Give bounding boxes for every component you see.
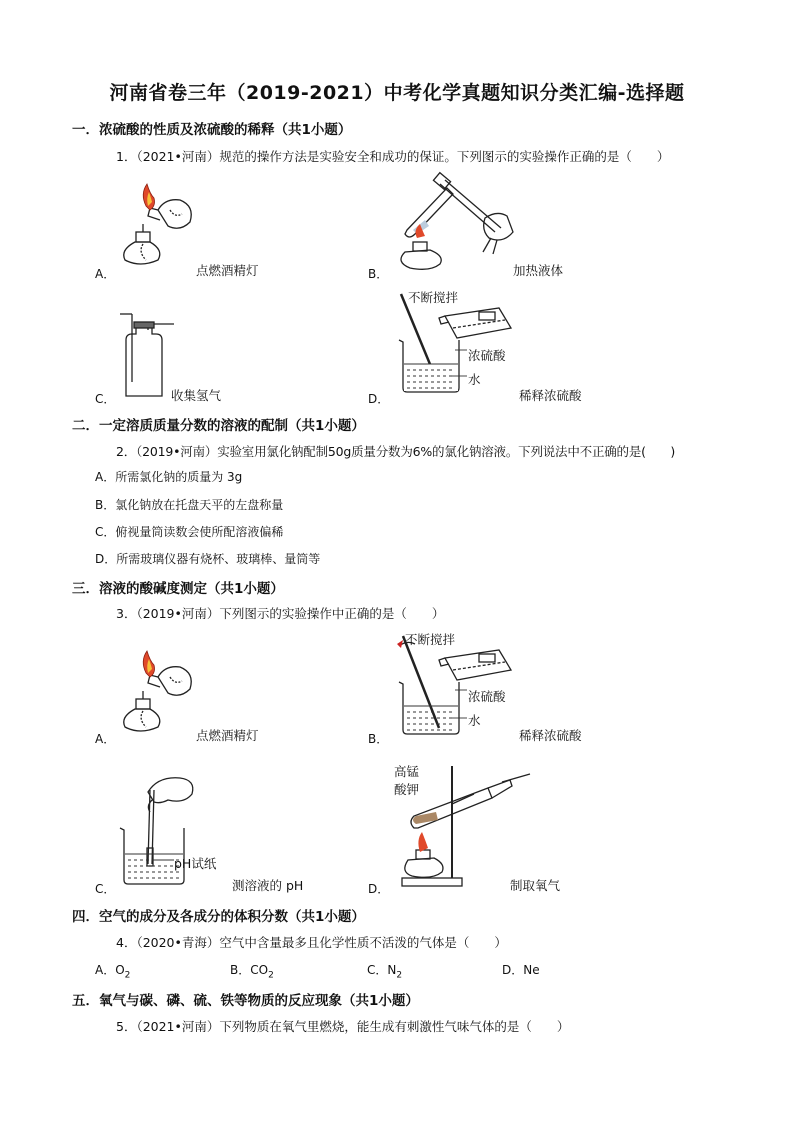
q3-b-label-water: 水 xyxy=(468,713,481,728)
q1-d-label-water: 水 xyxy=(468,372,481,387)
q4-option-c-letter: C． xyxy=(367,963,388,977)
question-2-stem: 2．（2019•河南）实验室用氯化钠配制50g质量分数为6%的氯化钠溶液。下列说法中不正确的是( ) xyxy=(116,444,676,459)
q1-b-figure xyxy=(385,172,515,272)
q4-option-c-subscript: 2 xyxy=(396,970,403,981)
section-1-heading: 一．浓硫酸的性质及浓硫酸的稀释（共1小题） xyxy=(72,122,352,138)
question-4-stem: 4．（2020•青海）空气中含量最多且化学性质不活泼的气体是（ ） xyxy=(116,935,507,950)
q4-option-a-letter: A． xyxy=(95,963,116,977)
question-1-stem: 1．（2021•河南）规范的操作方法是实验安全和成功的保证。下列图示的实验操作正确的是（ ） xyxy=(116,149,670,164)
q4-option-c-formula: N xyxy=(387,963,397,977)
q3-option-b-caption: 稀释浓硫酸 xyxy=(519,728,582,743)
q1-a-figure xyxy=(110,180,210,270)
q3-c-label-paper: pH试纸 xyxy=(174,856,217,871)
q1-option-a-letter: A． xyxy=(95,267,116,281)
q1-option-d-caption: 稀释浓硫酸 xyxy=(519,388,582,403)
q2-option-d: D．所需玻璃仪器有烧杯、玻璃棒、量筒等 xyxy=(95,552,321,566)
q4-option-d-letter: D． xyxy=(502,963,524,977)
section-2-heading: 二．一定溶质质量分数的溶液的配制（共1小题） xyxy=(72,418,365,434)
q1-d-label-acid: 浓硫酸 xyxy=(468,348,506,363)
q1-option-d-letter: D． xyxy=(368,392,390,406)
q1-c-figure xyxy=(118,310,178,400)
q1-option-c-caption: 收集氢气 xyxy=(171,388,222,403)
q4-option-c xyxy=(367,961,402,980)
q4-option-b-formula: CO xyxy=(250,963,269,977)
q3-b-label-stir: 不断搅拌 xyxy=(405,632,456,647)
q2-option-b: B．氯化钠放在托盘天平的左盘称量 xyxy=(95,498,284,512)
q3-option-a-caption: 点燃酒精灯 xyxy=(196,728,259,743)
q3-option-a-letter: A． xyxy=(95,732,116,746)
q1-d-label-stir: 不断搅拌 xyxy=(408,290,459,305)
q3-option-c-caption: 测溶液的 pH xyxy=(232,878,304,893)
q3-c-figure xyxy=(118,770,228,890)
section-4-heading: 四．空气的成分及各成分的体积分数（共1小题） xyxy=(72,909,365,925)
q3-option-c-letter: C． xyxy=(95,882,116,896)
question-5-stem: 5．（2021•河南）下列物质在氧气里燃烧，能生成有刺激性气味气体的是（ ） xyxy=(116,1019,570,1034)
q3-a-figure xyxy=(110,647,210,737)
q4-option-d-formula: Ne xyxy=(523,963,540,977)
q4-option-d xyxy=(502,961,540,978)
q3-option-b-letter: B． xyxy=(368,732,389,746)
q2-option-c: C．俯视量筒读数会使所配溶液偏稀 xyxy=(95,525,284,539)
q4-option-b xyxy=(230,961,274,980)
q2-option-a: A．所需氯化钠的质量为 3g xyxy=(95,470,243,484)
question-3-stem: 3．（2019•河南）下列图示的实验操作中正确的是（ ） xyxy=(116,606,445,621)
q4-option-a-subscript: 2 xyxy=(124,970,131,981)
q3-option-d-caption: 制取氧气 xyxy=(510,878,561,893)
q3-b-label-acid: 浓硫酸 xyxy=(468,689,506,704)
q1-option-a-caption: 点燃酒精灯 xyxy=(196,263,259,278)
q3-d-label-kmno4-line2: 酸钾 xyxy=(394,782,420,797)
page-title: 河南省卷三年（2019-2021）中考化学真题知识分类汇编-选择题 xyxy=(109,82,685,104)
section-5-heading: 五．氧气与碳、磷、硫、铁等物质的反应现象（共1小题） xyxy=(72,993,419,1009)
q1-option-b-caption: 加热液体 xyxy=(513,263,564,278)
q4-option-b-subscript: 2 xyxy=(268,970,274,981)
q1-option-b-letter: B． xyxy=(368,267,389,281)
q1-option-c-letter: C． xyxy=(95,392,116,406)
q3-d-label-kmno4-line1: 高锰 xyxy=(394,764,420,779)
q4-option-a-formula: O xyxy=(115,963,125,977)
q4-option-a xyxy=(95,961,130,980)
q3-option-d-letter: D． xyxy=(368,882,390,896)
q4-option-b-letter: B． xyxy=(230,963,251,977)
section-3-heading: 三．溶液的酸碱度测定（共1小题） xyxy=(72,581,284,597)
